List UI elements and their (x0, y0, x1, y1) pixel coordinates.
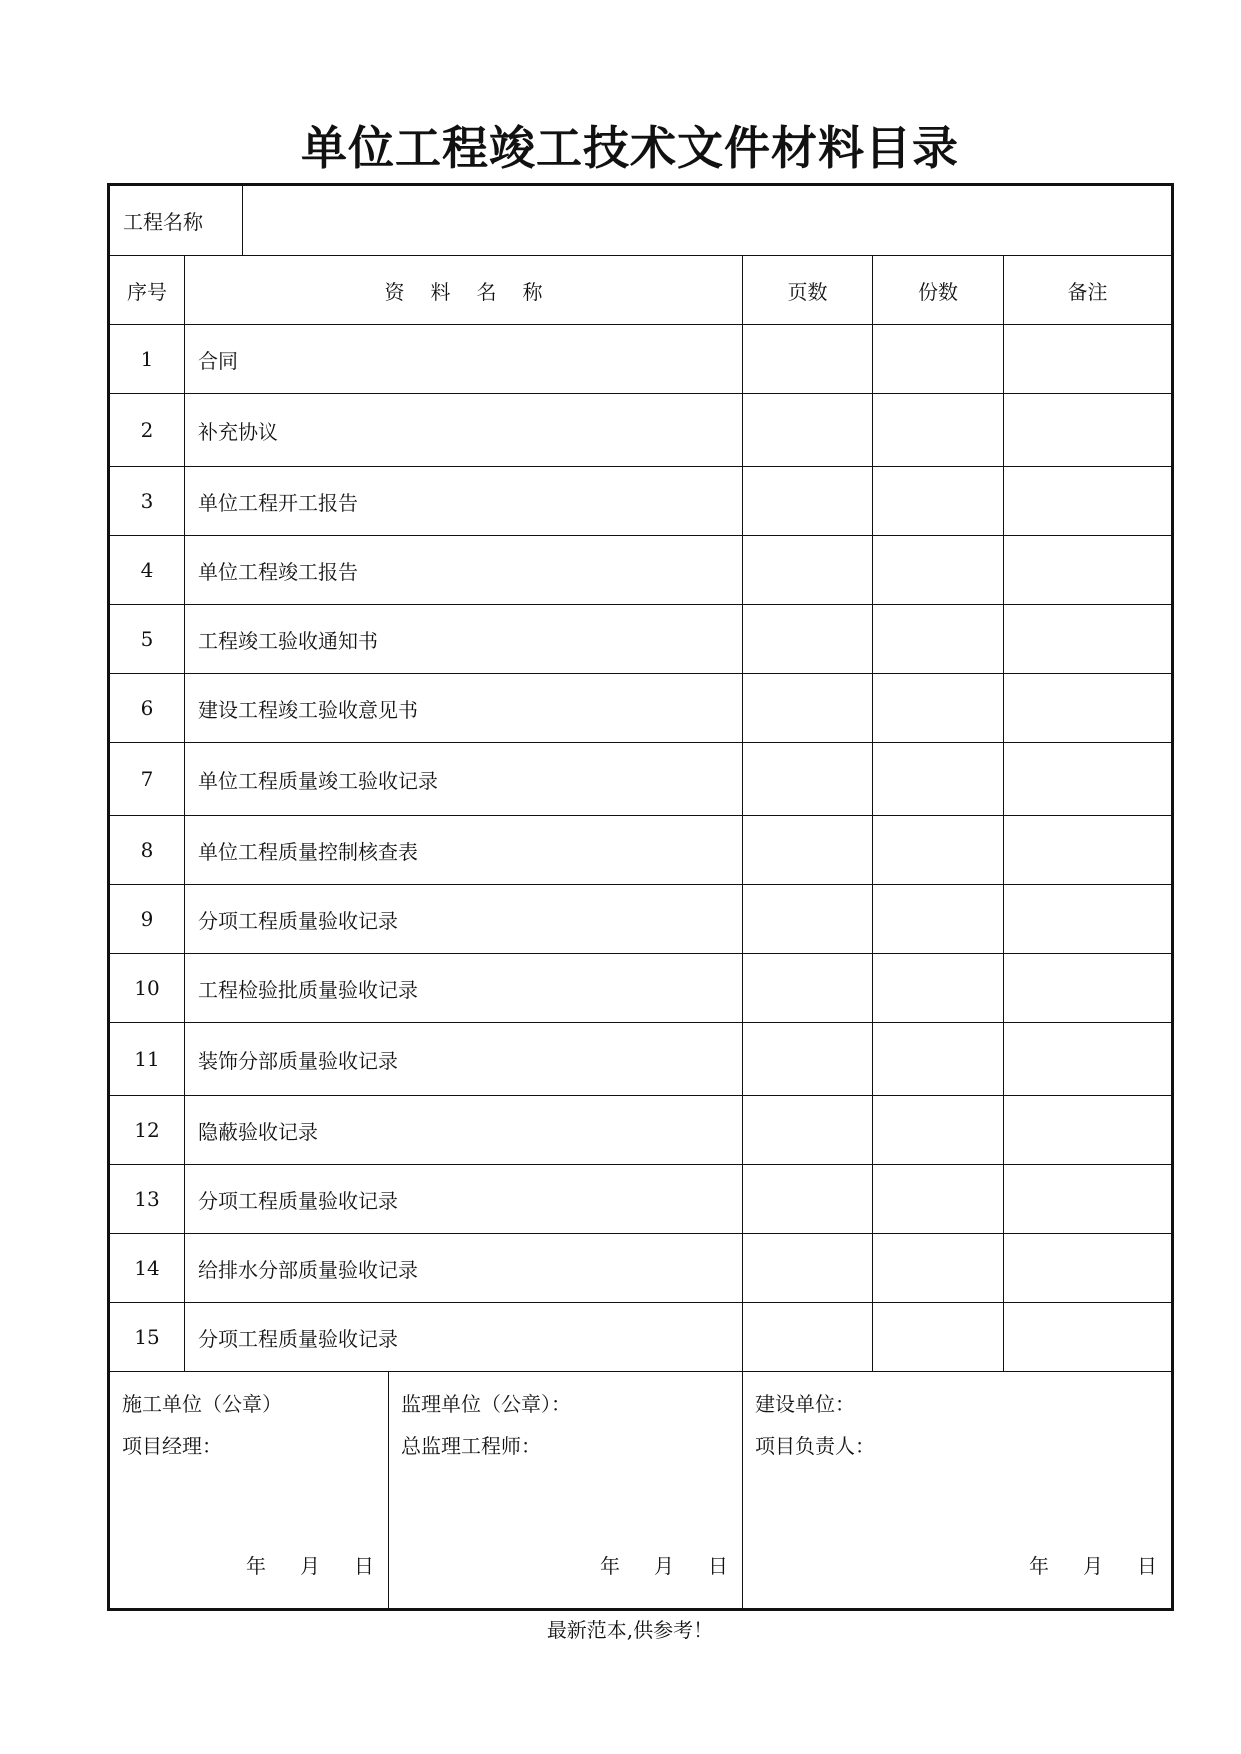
project-name-value[interactable] (243, 185, 1173, 256)
row-remarks[interactable] (1004, 467, 1173, 536)
row-copies[interactable] (873, 743, 1004, 816)
row-pages[interactable] (743, 605, 873, 674)
row-material-name: 分项工程质量验收记录 (185, 1165, 743, 1234)
row-seq: 4 (109, 536, 185, 605)
table-row (109, 674, 1173, 743)
row-pages[interactable] (743, 1023, 873, 1096)
supervision-unit-label: 监理单位（公章）： (401, 1392, 571, 1416)
row-copies[interactable] (873, 816, 1004, 885)
date-year: 年 (600, 1554, 620, 1578)
row-material-name: 单位工程质量控制核查表 (185, 816, 743, 885)
row-pages[interactable] (743, 816, 873, 885)
row-remarks[interactable] (1004, 954, 1173, 1023)
row-pages[interactable] (743, 954, 873, 1023)
supervision-unit-cell (389, 1372, 743, 1610)
table-row (109, 1096, 1173, 1165)
row-material-name: 建设工程竣工验收意见书 (185, 674, 743, 743)
row-copies[interactable] (873, 1234, 1004, 1303)
row-material-name: 分项工程质量验收记录 (185, 885, 743, 954)
row-remarks[interactable] (1004, 1096, 1173, 1165)
table-row (109, 885, 1173, 954)
row-material-name: 单位工程开工报告 (185, 467, 743, 536)
row-pages[interactable] (743, 1234, 873, 1303)
owner-unit-label: 建设单位： (755, 1392, 855, 1416)
table-row (109, 743, 1173, 816)
row-copies[interactable] (873, 1165, 1004, 1234)
date-day: 日 (354, 1554, 374, 1578)
row-copies[interactable] (873, 325, 1004, 394)
date-month: 月 (300, 1554, 320, 1578)
table-row (109, 325, 1173, 394)
row-pages[interactable] (743, 743, 873, 816)
table-row (109, 954, 1173, 1023)
date-month: 月 (654, 1554, 674, 1578)
date-year: 年 (1029, 1554, 1049, 1578)
row-seq: 7 (109, 743, 185, 816)
row-copies[interactable] (873, 536, 1004, 605)
row-remarks[interactable] (1004, 1303, 1173, 1372)
row-material-name: 隐蔽验收记录 (185, 1096, 743, 1165)
header-copies: 份数 (873, 256, 1004, 325)
row-remarks[interactable] (1004, 605, 1173, 674)
row-remarks[interactable] (1004, 325, 1173, 394)
row-copies[interactable] (873, 394, 1004, 467)
owner-unit-cell (743, 1372, 1173, 1610)
row-pages[interactable] (743, 1096, 873, 1165)
table-row (109, 605, 1173, 674)
construction-unit-label: 施工单位（公章） (122, 1392, 282, 1416)
row-material-name: 分项工程质量验收记录 (185, 1303, 743, 1372)
row-copies[interactable] (873, 674, 1004, 743)
date-day: 日 (708, 1554, 728, 1578)
row-pages[interactable] (743, 325, 873, 394)
table-row (109, 1303, 1173, 1372)
row-seq: 14 (109, 1234, 185, 1303)
chief-supervisor-label: 总监理工程师： (401, 1434, 541, 1458)
row-material-name: 工程竣工验收通知书 (185, 605, 743, 674)
header-seq: 序号 (109, 256, 185, 325)
row-remarks[interactable] (1004, 743, 1173, 816)
row-seq: 5 (109, 605, 185, 674)
project-manager-label: 项目经理： (122, 1434, 222, 1458)
row-remarks[interactable] (1004, 1234, 1173, 1303)
row-pages[interactable] (743, 394, 873, 467)
row-pages[interactable] (743, 467, 873, 536)
table-row (109, 816, 1173, 885)
date-day: 日 (1137, 1554, 1157, 1578)
row-seq: 1 (109, 325, 185, 394)
row-seq: 9 (109, 885, 185, 954)
table-row (109, 467, 1173, 536)
table-row (109, 1234, 1173, 1303)
header-pages: 页数 (743, 256, 873, 325)
row-material-name: 工程检验批质量验收记录 (185, 954, 743, 1023)
row-seq: 13 (109, 1165, 185, 1234)
row-seq: 3 (109, 467, 185, 536)
table-row (109, 1165, 1173, 1234)
row-seq: 8 (109, 816, 185, 885)
row-copies[interactable] (873, 467, 1004, 536)
date-month: 月 (1083, 1554, 1103, 1578)
row-material-name: 补充协议 (185, 394, 743, 467)
header-material-name: 资料名称 (185, 256, 743, 325)
row-material-name: 单位工程竣工报告 (185, 536, 743, 605)
row-remarks[interactable] (1004, 885, 1173, 954)
row-pages[interactable] (743, 1165, 873, 1234)
table-row (109, 1023, 1173, 1096)
row-copies[interactable] (873, 605, 1004, 674)
row-seq: 12 (109, 1096, 185, 1165)
row-pages[interactable] (743, 1303, 873, 1372)
footer-note: 最新范本,供参考！ (546, 1618, 714, 1642)
row-copies[interactable] (873, 885, 1004, 954)
table-row (109, 536, 1173, 605)
row-copies[interactable] (873, 954, 1004, 1023)
row-seq: 2 (109, 394, 185, 467)
catalog-form-table (107, 183, 1174, 1611)
row-pages[interactable] (743, 674, 873, 743)
row-copies[interactable] (873, 1096, 1004, 1165)
table-header-row (109, 256, 1173, 325)
row-remarks[interactable] (1004, 536, 1173, 605)
row-remarks[interactable] (1004, 394, 1173, 467)
date-year: 年 (246, 1554, 266, 1578)
row-copies[interactable] (873, 1023, 1004, 1096)
row-remarks[interactable] (1004, 1165, 1173, 1234)
row-remarks[interactable] (1004, 1023, 1173, 1096)
document-title: 单位工程竣工技术文件材料目录 (301, 121, 959, 175)
row-remarks[interactable] (1004, 816, 1173, 885)
row-pages[interactable] (743, 885, 873, 954)
construction-date (212, 1550, 374, 1579)
row-seq: 11 (109, 1023, 185, 1096)
table-row (109, 394, 1173, 467)
project-name-row (109, 185, 1173, 256)
row-copies[interactable] (873, 1303, 1004, 1372)
row-material-name: 单位工程质量竣工验收记录 (185, 743, 743, 816)
construction-unit-cell (109, 1372, 389, 1610)
project-name-label: 工程名称 (109, 185, 243, 256)
owner-date (995, 1550, 1157, 1579)
row-material-name: 装饰分部质量验收记录 (185, 1023, 743, 1096)
row-remarks[interactable] (1004, 674, 1173, 743)
project-leader-label: 项目负责人： (755, 1434, 875, 1458)
row-material-name: 合同 (185, 325, 743, 394)
row-pages[interactable] (743, 536, 873, 605)
row-seq: 10 (109, 954, 185, 1023)
header-remarks: 备注 (1004, 256, 1173, 325)
supervision-date (566, 1550, 728, 1579)
row-seq: 6 (109, 674, 185, 743)
row-material-name: 给排水分部质量验收记录 (185, 1234, 743, 1303)
signature-row (109, 1372, 1173, 1610)
row-seq: 15 (109, 1303, 185, 1372)
